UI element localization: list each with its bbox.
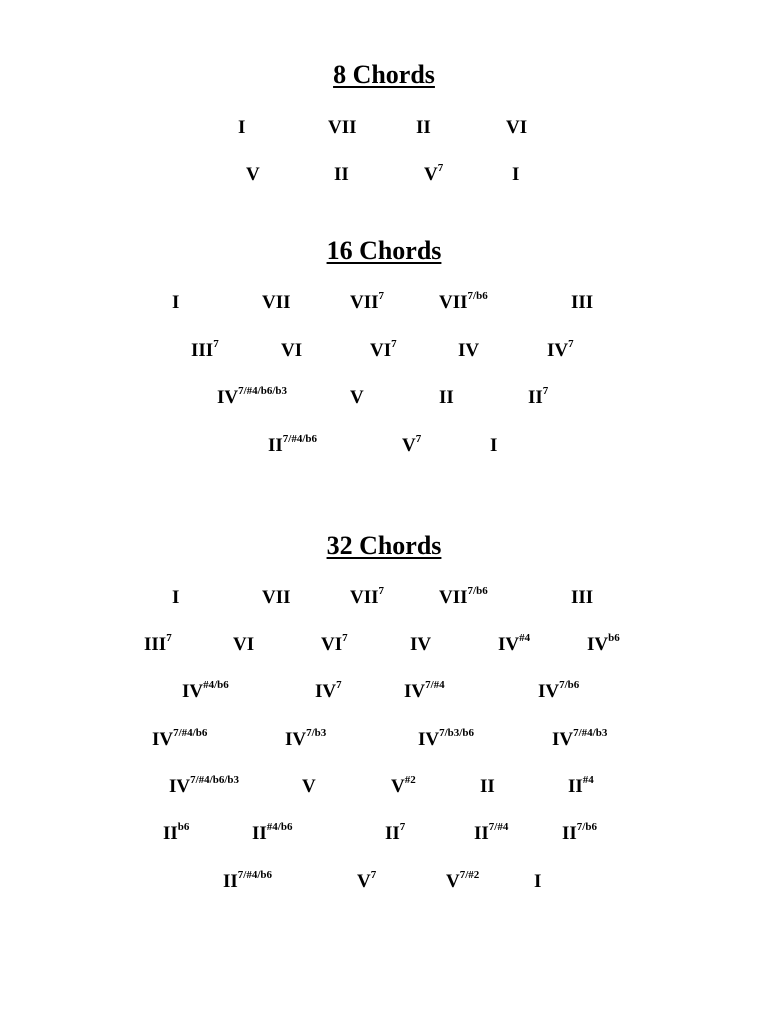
chord <box>538 678 580 703</box>
chord-extension: 7/#4 <box>488 820 509 833</box>
chord-numeral: IV <box>217 387 239 408</box>
chord-numeral: II <box>223 871 238 892</box>
chord-numeral: II <box>568 776 583 797</box>
chord-extension: #4/b6 <box>203 678 229 691</box>
chord <box>391 773 416 798</box>
chord-extension: 7/#4/b6/b3 <box>238 384 288 397</box>
chord <box>172 587 179 609</box>
chord-extension: 7 <box>342 631 348 644</box>
chord-extension: 7/#4/b6 <box>282 432 318 445</box>
chord-extension: b6 <box>177 820 190 833</box>
chord-numeral: II <box>334 164 349 185</box>
chord-extension: 7 <box>166 631 172 644</box>
chord-extension: 7/b6 <box>576 820 597 833</box>
chord <box>285 726 327 751</box>
chord <box>446 868 480 893</box>
chord <box>506 117 527 139</box>
chord-numeral: IV <box>458 340 480 361</box>
chord-numeral: I <box>238 117 246 138</box>
chord-extension: 7/#4/b3 <box>573 726 608 739</box>
chord <box>328 117 357 139</box>
chord <box>252 820 293 845</box>
chord-numeral: IV <box>169 776 191 797</box>
chord-numeral: IV <box>404 681 426 702</box>
chord <box>458 340 479 362</box>
chord-numeral: I <box>490 435 498 456</box>
chord-numeral: II <box>416 117 431 138</box>
chord <box>439 584 488 609</box>
chord <box>370 337 397 362</box>
chord <box>182 678 229 703</box>
chord <box>424 161 444 186</box>
chord-numeral: II <box>562 823 577 844</box>
chord <box>402 432 422 457</box>
chord-extension: b6 <box>608 631 620 644</box>
chord-extension: 7 <box>336 678 342 691</box>
chord-extension: 7/b3/b6 <box>439 726 474 739</box>
chord <box>144 631 172 656</box>
chord-numeral: I <box>512 164 520 185</box>
chord-numeral: V <box>402 435 416 456</box>
chord <box>474 820 509 845</box>
chord-extension: #2 <box>404 773 416 786</box>
chord <box>334 164 349 186</box>
chord <box>191 337 219 362</box>
chord <box>350 289 385 314</box>
chord <box>281 340 302 362</box>
chord-extension: 7 <box>391 337 397 350</box>
chord-numeral: II <box>480 776 495 797</box>
chord <box>404 678 445 703</box>
chord <box>562 820 597 845</box>
chord-numeral: III <box>571 292 594 313</box>
chord-extension: 7 <box>378 584 385 597</box>
chord-numeral: II <box>528 387 543 408</box>
chord-numeral: I <box>534 871 542 892</box>
chord <box>418 726 474 751</box>
chord <box>268 432 318 457</box>
chord <box>568 773 594 798</box>
chord-extension: 7 <box>370 868 377 881</box>
chord-extension: 7 <box>568 337 574 350</box>
chord-numeral: VII <box>328 117 357 138</box>
chord-extension: 7 <box>399 820 406 833</box>
chord-numeral: VII <box>350 292 379 313</box>
chord-numeral: IV <box>587 634 609 655</box>
chord-numeral: V <box>424 164 438 185</box>
chord-numeral: V <box>350 387 364 408</box>
section-title-32-chords: 32 Chords <box>326 531 442 560</box>
chord <box>416 117 431 139</box>
chord-numeral: VII <box>262 587 291 608</box>
chord-numeral: VII <box>262 292 291 313</box>
chord-extension: 7/b6 <box>467 289 488 302</box>
chord <box>410 634 431 656</box>
chord-numeral: II <box>385 823 400 844</box>
chord-numeral: II <box>163 823 178 844</box>
chord-numeral: II <box>252 823 267 844</box>
chord <box>552 726 608 751</box>
chord-numeral: V <box>357 871 371 892</box>
chord <box>169 773 240 798</box>
chord-numeral: I <box>172 292 180 313</box>
chord <box>350 387 364 409</box>
chord <box>152 726 208 751</box>
chord-extension: 7/#4/b6/b3 <box>190 773 240 786</box>
chord-extension: 7 <box>542 384 549 397</box>
chord-extension: 7/#2 <box>459 868 480 881</box>
chord-extension: 7 <box>213 337 219 350</box>
chord-extension: 7 <box>378 289 385 302</box>
chord-extension: #4 <box>519 631 531 644</box>
chord <box>587 631 620 656</box>
chord-numeral: III <box>144 634 167 655</box>
chord <box>490 435 497 457</box>
chord-numeral: VII <box>439 587 468 608</box>
chord-numeral: IV <box>538 681 560 702</box>
chord-numeral: II <box>439 387 454 408</box>
chord <box>238 117 245 139</box>
chord-numeral: VI <box>321 634 343 655</box>
chord-extension: 7 <box>415 432 422 445</box>
chord <box>321 631 348 656</box>
chord-numeral: VI <box>506 117 528 138</box>
chord-extension: 7/b3 <box>306 726 327 739</box>
chord-extension: 7/#4 <box>425 678 445 691</box>
chord <box>246 164 260 186</box>
chord <box>357 868 377 893</box>
chord-numeral: VI <box>370 340 392 361</box>
chord <box>439 387 454 409</box>
chord-numeral: IV <box>418 729 440 750</box>
chord <box>480 776 495 798</box>
chord-numeral: IV <box>410 634 432 655</box>
chord-numeral: V <box>391 776 405 797</box>
chord-numeral: IV <box>182 681 204 702</box>
chord-numeral: IV <box>152 729 174 750</box>
chord-extension: 7/#4/b6 <box>173 726 208 739</box>
chord-extension: 7/b6 <box>559 678 580 691</box>
chord <box>571 292 593 314</box>
chord-numeral: III <box>191 340 214 361</box>
chord-numeral: V <box>246 164 260 185</box>
chord-numeral: VII <box>439 292 468 313</box>
chord-numeral: V <box>446 871 460 892</box>
chord <box>172 292 179 314</box>
chord <box>315 678 342 703</box>
chord <box>439 289 488 314</box>
chord-numeral: IV <box>547 340 569 361</box>
chord-numeral: III <box>571 587 594 608</box>
chord-numeral: IV <box>498 634 520 655</box>
chord <box>571 587 593 609</box>
chord-numeral: IV <box>552 729 574 750</box>
chord-numeral: II <box>474 823 489 844</box>
chord <box>262 292 291 314</box>
chord <box>534 871 541 893</box>
chord-extension: #4/b6 <box>266 820 293 833</box>
section-title-16-chords: 16 Chords <box>326 236 442 265</box>
chord <box>528 384 549 409</box>
chord <box>385 820 406 845</box>
chord-extension: #4 <box>582 773 594 786</box>
chord-numeral: I <box>172 587 180 608</box>
chord <box>223 868 273 893</box>
chord <box>163 820 190 845</box>
chord <box>233 634 254 656</box>
chord <box>217 384 288 409</box>
chord-extension: 7/#4/b6 <box>237 868 273 881</box>
chord-numeral: IV <box>315 681 337 702</box>
chord <box>262 587 291 609</box>
section-title-8-chords: 8 Chords <box>333 60 435 89</box>
chord-numeral: V <box>302 776 316 797</box>
chord <box>512 164 519 186</box>
chord-extension: 7/b6 <box>467 584 488 597</box>
chord <box>350 584 385 609</box>
chord-numeral: IV <box>285 729 307 750</box>
chord-numeral: VI <box>281 340 303 361</box>
chord <box>302 776 316 798</box>
chord-numeral: II <box>268 435 283 456</box>
chord-numeral: VII <box>350 587 379 608</box>
chord <box>547 337 574 362</box>
chord-numeral: VI <box>233 634 255 655</box>
chord-extension: 7 <box>437 161 444 174</box>
chord <box>498 631 531 656</box>
